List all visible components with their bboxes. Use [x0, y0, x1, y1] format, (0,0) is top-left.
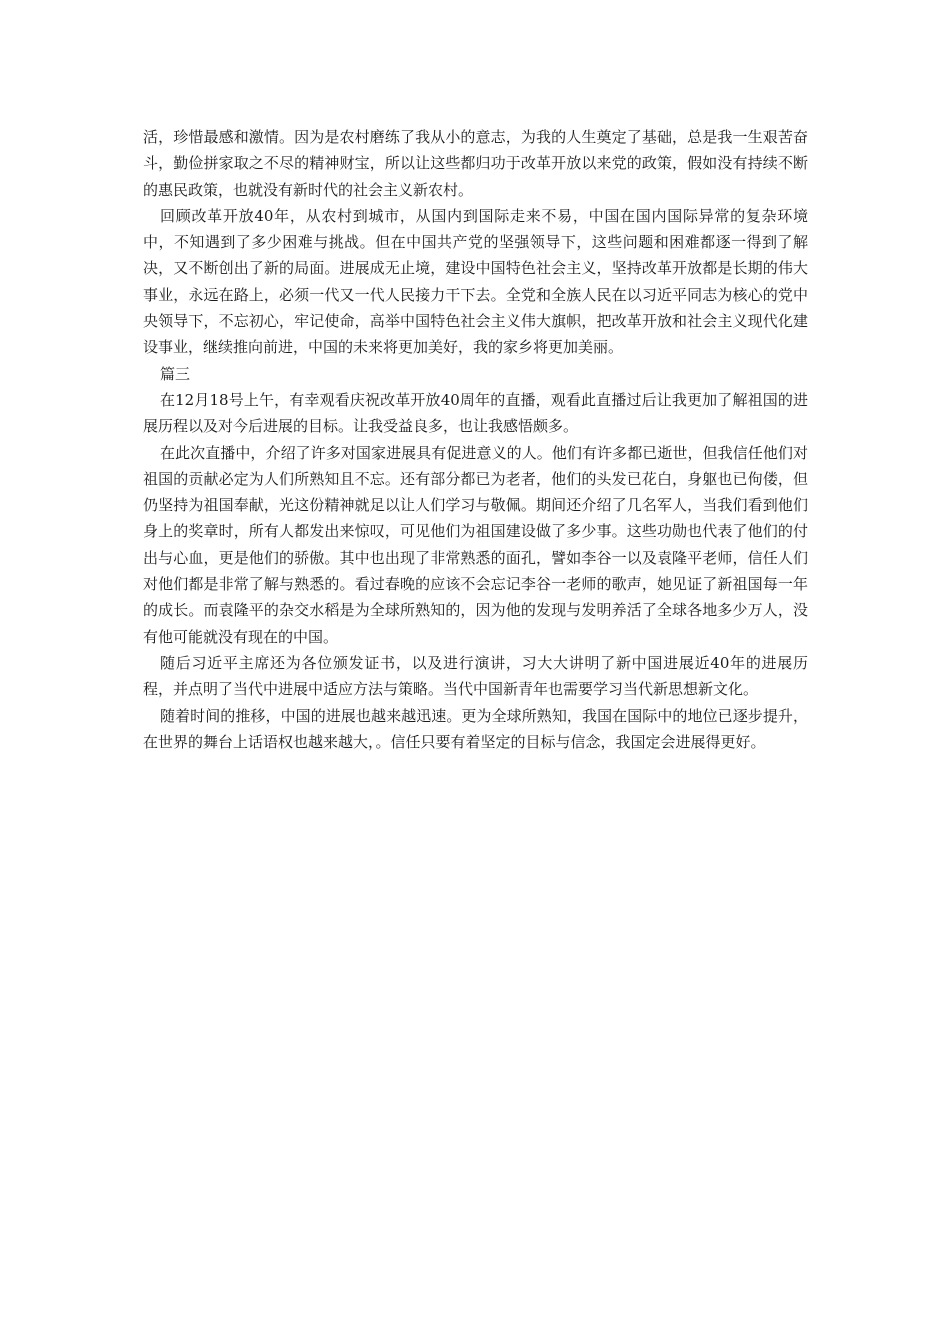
section-heading-part-three: 篇三 [160, 364, 191, 383]
document-body [143, 124, 808, 755]
paragraph-live-broadcast: 在12月18号上午，有幸观看庆祝改革开放40周年的直播，观看此直播过后让我更加了解祖国的进展历程以及对今后进展的目标。让我受益良多，也让我感悟颇多。 [143, 390, 808, 436]
paragraph-honorees: 在此次直播中，介绍了许多对国家进展具有促进意义的人。他们有许多都已逝世，但我信任他们对祖国的贡献必定为人们所熟知且不忘。还有部分都已为老者，他们的头发已花白，身躯也已佝偻，但仍坚持为祖国奉献，光这份精神就足以让人们学习与敬佩。期间还介绍了几名军人，当我们看到他们身上的奖章时，所有人都发出来惊叹，可见他们为祖国建设做了多少事。这些功勋也代表了他们的付出与心血，更是他们的骄傲。其中也出现了非常熟悉的面孔，譬如李谷一以及袁隆平老师，信任人们对他们都是非常了解与熟悉的。看过春晚的应该不会忘记李谷一老师的歌声，她见证了新祖国每一年的成长。而袁隆平的杂交水稻是为全球所熟知的，因为他的发现与发明养活了全球各地多少万人，没有他可能就没有现在的中国。 [143, 443, 808, 646]
paragraph-reform-review: 回顾改革开放40年，从农村到城市，从国内到国际走来不易，中国在国内国际异常的复杂环境中，不知遇到了多少困难与挑战。但在中国共产党的坚强领导下，这些问题和困难都逐一得到了解决，又不断创出了新的局面。进展成无止境，建设中国特色社会主义，坚持改革开放都是长期的伟大事业，永远在路上，必须一代又一代人民接力干下去。全党和全族人民在以习近平同志为核心的党中央领导下，不忘初心，牢记使命，高举中国特色社会主义伟大旗帜，把改革开放和社会主义现代化建设事业，继续推向前进，中国的未来将更加美好，我的家乡将更加美丽。 [143, 206, 808, 357]
paragraph-conclusion: 随着时间的推移，中国的进展也越来越迅速。更为全球所熟知，我国在国际中的地位已逐步提升，在世界的舞台上话语权也越来越大，。信任只要有着坚定的目标与信念，我国定会进展得更好。 [143, 706, 808, 751]
paragraph-continuation: 活，珍惜最感和激情。因为是农村磨练了我从小的意志，为我的人生奠定了基础，总是我一生艰苦奋斗，勤俭拼家取之不尽的精神财宝，所以让这些都归功于改革开放以来党的政策，假如没有持续不断的惠民政策，也就没有新时代的社会主义新农村。 [143, 128, 808, 199]
paragraph-speech: 随后习近平主席还为各位颁发证书，以及进行演讲，习大大讲明了新中国进展近40年的进展历程，并点明了当代中进展中适应方法与策略。当代中国新青年也需要学习当代新思想新文化。 [143, 653, 808, 699]
